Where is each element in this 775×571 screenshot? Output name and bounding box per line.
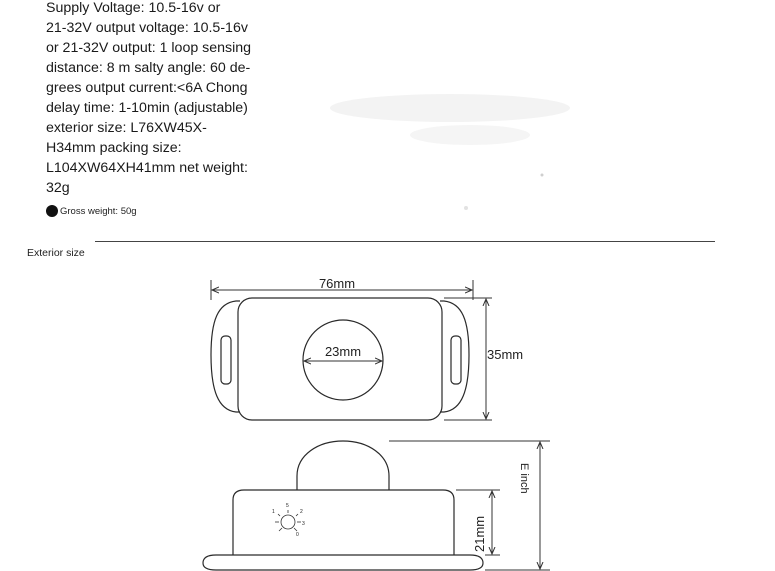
dome-label: 23mm bbox=[324, 344, 362, 359]
dial-mark: 5 bbox=[286, 503, 289, 509]
spec-line: 32g bbox=[46, 180, 70, 196]
gross-weight-text: Gross weight: 50g bbox=[60, 205, 137, 217]
dial-mark: 3 bbox=[302, 521, 305, 527]
left-flange bbox=[211, 301, 240, 412]
width-label: 76mm bbox=[318, 276, 356, 291]
spec-line: 21-32V output voltage: 10.5-16v bbox=[46, 20, 248, 36]
dial-mark: 0 bbox=[296, 532, 299, 538]
depth-label: 35mm bbox=[487, 347, 524, 362]
spec-line: distance: 8 m salty angle: 60 de- bbox=[46, 60, 251, 76]
side-dome bbox=[297, 441, 389, 490]
dial-mark: 1 bbox=[272, 509, 275, 515]
side-body bbox=[233, 490, 454, 555]
adjust-dial bbox=[275, 510, 301, 531]
spec-line: delay time: 1-10min (adjustable) bbox=[46, 100, 248, 116]
total-height-label: E inch bbox=[518, 463, 530, 494]
spec-line: or 21-32V output: 1 loop sensing bbox=[46, 40, 252, 56]
right-flange bbox=[440, 301, 469, 412]
spec-line: L104XW64XH41mm net weight: bbox=[46, 160, 248, 176]
top-view bbox=[211, 298, 469, 420]
spec-line: Supply Voltage: 10.5-16v or bbox=[46, 0, 221, 16]
side-base bbox=[203, 555, 483, 570]
spec-line: exterior size: L76XW45X- bbox=[46, 120, 207, 136]
sensor-dome bbox=[303, 320, 383, 400]
right-slot bbox=[451, 336, 461, 384]
dial-mark: 2 bbox=[300, 509, 303, 515]
height-label: 21mm bbox=[472, 515, 487, 552]
spec-line: H34mm packing size: bbox=[46, 140, 182, 156]
spec-line: grees output current:<6A Chong bbox=[46, 80, 248, 96]
left-slot bbox=[221, 336, 231, 384]
side-view bbox=[203, 441, 483, 570]
main-body bbox=[238, 298, 442, 420]
section-label: Exterior size bbox=[27, 247, 85, 259]
